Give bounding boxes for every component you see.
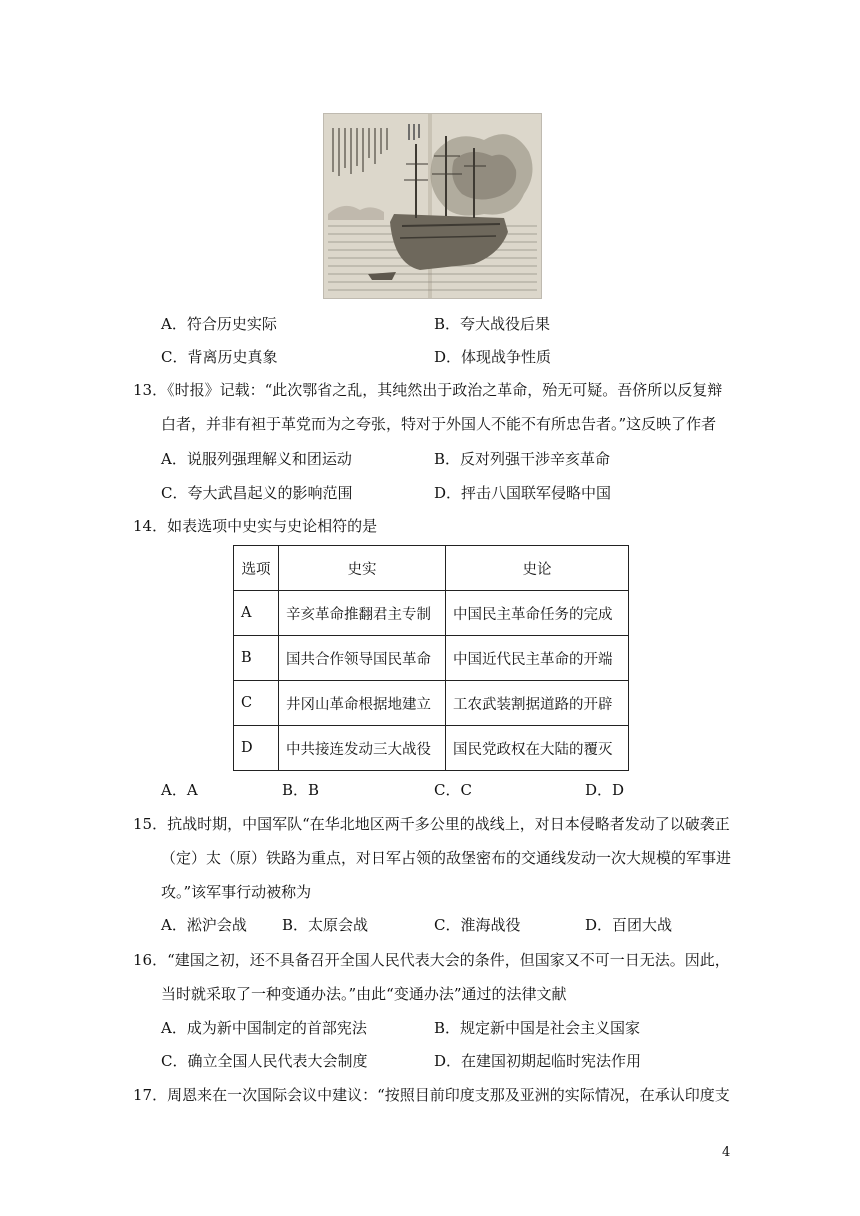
q13-stem-line1: 13．《时报》记载：“此次鄂省之乱，其纯然出于政治之革命，殆无可疑。吾侪所以反复辩 — [133, 381, 723, 399]
table-cell: 中国民主革命任务的完成 — [446, 591, 629, 636]
q15-option-a: A．淞沪会战 — [161, 916, 247, 934]
table-cell: 工农武装割据道路的开辟 — [446, 681, 629, 726]
q15-stem-line3: 攻。”该军事行动被称为 — [161, 883, 312, 901]
q15-stem-line2: （定）太（原）铁路为重点，对日军占领的敌堡密布的交通线发动一次大规模的军事进 — [161, 849, 732, 867]
q16-stem-line1: 16．“建国之初，还不具备召开全国人民代表大会的条件，但国家又不可一日无法。因此， — [133, 951, 730, 969]
q14-stem: 14．如表选项中史实与史论相符的是 — [133, 517, 378, 535]
q14-option-c: C．C — [434, 781, 472, 799]
table-cell: 国共合作领导国民革命 — [279, 636, 446, 681]
table-header-row — [234, 546, 629, 591]
header-cell-thesis: 史论 — [446, 546, 629, 591]
q17-stem-line1: 17．周恩来在一次国际会议中建议：“按照目前印度支那及亚洲的实际情况，在承认印度支 — [133, 1086, 730, 1104]
table-cell: 中共接连发动三大战役 — [279, 726, 446, 771]
ship-engraving-image — [324, 114, 541, 298]
table-cell: D — [234, 726, 279, 771]
q14-option-b: B．B — [282, 781, 320, 799]
q14-option-d: D．D — [585, 781, 625, 799]
q16-stem-line2: 当时就采取了一种变通办法。”由此“变通办法”通过的法律文献 — [161, 985, 567, 1003]
q16-option-c: C．确立全国人民代表大会制度 — [161, 1052, 368, 1070]
q16-option-b: B．规定新中国是社会主义国家 — [434, 1019, 641, 1037]
table-row — [234, 726, 629, 771]
header-cell-fact: 史实 — [279, 546, 446, 591]
table-cell: B — [234, 636, 279, 681]
q12-option-a: A．符合历史实际 — [161, 315, 277, 333]
q16-option-d: D．在建国初期起临时宪法作用 — [434, 1052, 642, 1070]
table-cell: 国民党政权在大陆的覆灭 — [446, 726, 629, 771]
ship-illustration — [323, 113, 542, 299]
q14-option-a: A．A — [161, 781, 198, 799]
table-cell: A — [234, 591, 279, 636]
q13-option-d: D．抨击八国联军侵略中国 — [434, 484, 612, 502]
q12-option-c: C．背离历史真象 — [161, 348, 278, 366]
q13-option-c: C．夸大武昌起义的影响范围 — [161, 484, 353, 502]
q13-option-a: A．说服列强理解义和团运动 — [161, 450, 352, 468]
table-row — [234, 636, 629, 681]
table-cell: 井冈山革命根据地建立 — [279, 681, 446, 726]
q15-option-b: B．太原会战 — [282, 916, 369, 934]
table-cell: 辛亥革命推翻君主专制 — [279, 591, 446, 636]
q12-option-b: B．夸大战役后果 — [434, 315, 551, 333]
table-cell: 中国近代民主革命的开端 — [446, 636, 629, 681]
header-cell-option: 选项 — [234, 546, 279, 591]
table-cell: C — [234, 681, 279, 726]
q13-stem-line2: 白者，并非有袒于革党而为之夸张，特对于外国人不能不有所忠告者。”这反映了作者 — [161, 415, 717, 433]
table-row — [234, 591, 629, 636]
q14-table — [233, 545, 629, 771]
q15-option-c: C．淮海战役 — [434, 916, 521, 934]
q15-option-d: D．百团大战 — [585, 916, 673, 934]
q16-option-a: A．成为新中国制定的首部宪法 — [161, 1019, 367, 1037]
table-row — [234, 681, 629, 726]
page-number: 4 — [722, 1145, 731, 1160]
q12-option-d: D．体现战争性质 — [434, 348, 552, 366]
q15-stem-line1: 15．抗战时期，中国军队“在华北地区两千多公里的战线上，对日本侵略者发动了以破袭正 — [133, 815, 730, 833]
q13-option-b: B．反对列强干涉辛亥革命 — [434, 450, 611, 468]
